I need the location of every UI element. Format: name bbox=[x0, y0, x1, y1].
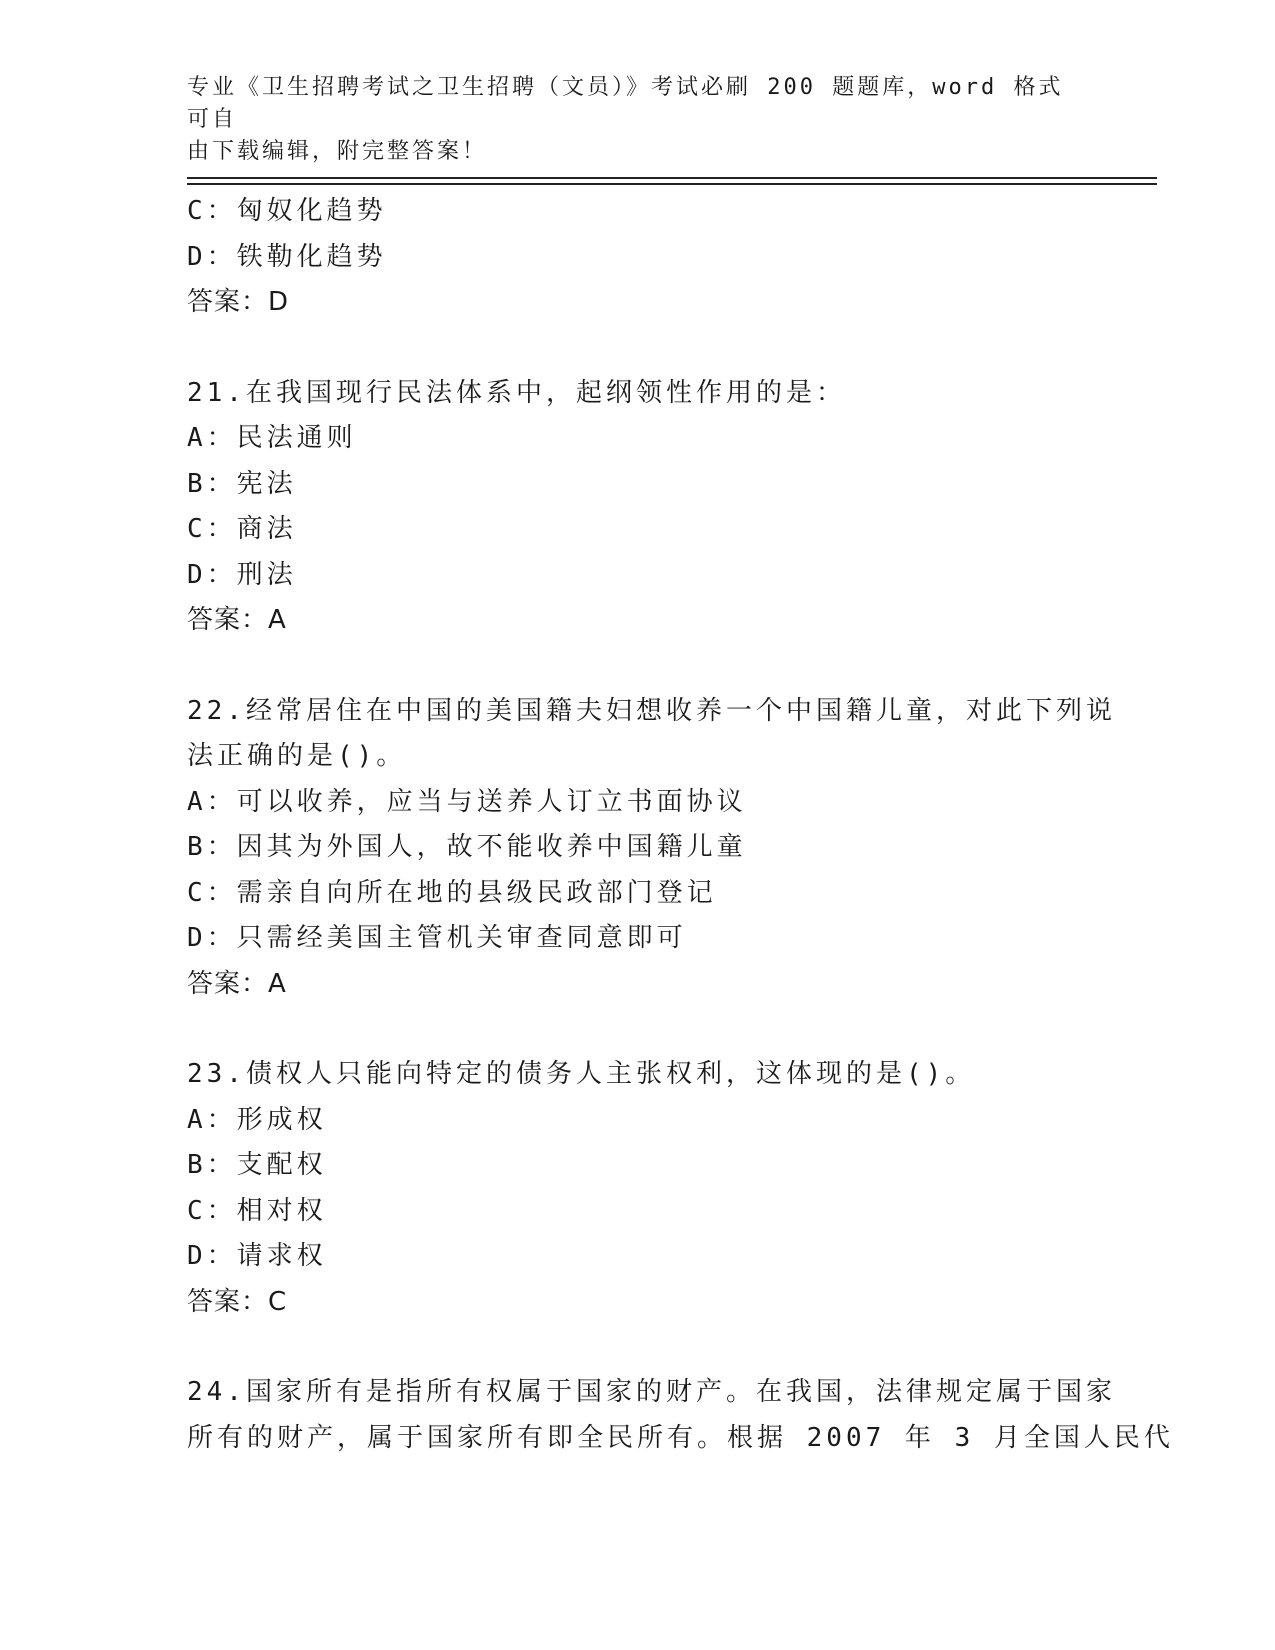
option-b: B：因其为外国人，故不能收养中国籍儿童 bbox=[187, 832, 747, 862]
header-rule-bottom bbox=[187, 183, 1157, 185]
option-b: B：宪法 bbox=[187, 468, 297, 499]
question-stem: 23.债权人只能向特定的债务人主张权利，这体现的是()。 bbox=[187, 1059, 976, 1089]
option-d: D：铁勒化趋势 bbox=[187, 241, 387, 272]
question-block-23 bbox=[187, 1052, 1087, 1325]
header-rule-top bbox=[187, 177, 1157, 179]
question-stem-cont: 所有的财产，属于国家所有即全民所有。根据 2007 年 3 月全国人民代 bbox=[187, 1422, 1174, 1453]
option-d: D：请求权 bbox=[187, 1241, 327, 1271]
question-stem: 21.在我国现行民法体系中，起纲领性作用的是： bbox=[187, 377, 846, 408]
header-line-2: 由下载编辑，附完整答案！ bbox=[187, 139, 488, 164]
answer-line: 答案：D bbox=[187, 287, 290, 317]
question-list bbox=[187, 189, 1174, 1461]
option-a: A：民法通则 bbox=[187, 423, 357, 453]
spacer bbox=[187, 1007, 1087, 1052]
option-a: A：可以收养，应当与送养人订立书面协议 bbox=[187, 786, 747, 817]
question-stem: 22.经常居住在中国的美国籍夫妇想收养一个中国籍儿童，对此下列说 bbox=[187, 695, 1116, 726]
option-c: C：匈奴化趋势 bbox=[187, 196, 387, 226]
option-c: C：需亲自向所在地的县级民政部门登记 bbox=[187, 877, 717, 908]
document-header bbox=[187, 72, 1067, 168]
spacer bbox=[187, 1325, 1087, 1370]
question-stem: 24.国家所有是指所有权属于国家的财产。在我国，法律规定属于国家 bbox=[187, 1377, 1116, 1407]
question-stem-cont: 法正确的是()。 bbox=[187, 741, 407, 771]
option-c: C：商法 bbox=[187, 514, 297, 544]
option-b: B：支配权 bbox=[187, 1150, 327, 1180]
option-d: D：刑法 bbox=[187, 559, 297, 590]
option-a: A：形成权 bbox=[187, 1104, 327, 1135]
option-c: C：相对权 bbox=[187, 1195, 327, 1226]
question-block-prev bbox=[187, 189, 1087, 326]
question-block-21 bbox=[187, 371, 1087, 644]
answer-line: 答案：A bbox=[187, 605, 287, 635]
question-block-22 bbox=[187, 689, 1116, 1008]
answer-line: 答案：C bbox=[187, 1286, 288, 1317]
question-block-24 bbox=[187, 1370, 1174, 1461]
option-d: D：只需经美国主管机关审查同意即可 bbox=[187, 923, 687, 953]
spacer bbox=[187, 644, 1087, 689]
spacer bbox=[187, 326, 1087, 371]
header-line-1: 专业《卫生招聘考试之卫生招聘（文员）》考试必刷 200 题题库，word 格式可自 bbox=[187, 75, 1064, 132]
answer-line: 答案：A bbox=[187, 968, 287, 999]
